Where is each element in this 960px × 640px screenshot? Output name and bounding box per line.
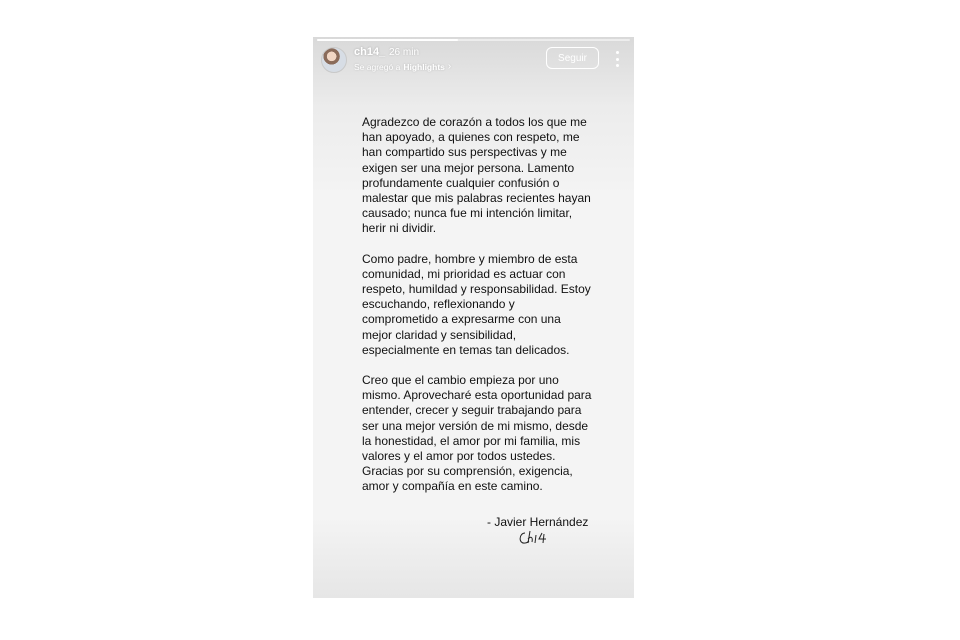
avatar[interactable] [321,47,347,73]
username[interactable]: ch14_ [354,46,386,58]
paragraph-2: Como padre, hombre y miembro de esta comunidad, mi prioridad es actuar con respeto, humildad y responsabilidad. Estoy escuchando, reflexionando y comprometido a expresarme con una mejor claridad y sensibilidad, especialmente en temas tan delicados. [362,251,591,357]
chevron-right-icon: › [447,61,452,72]
story-viewer[interactable] [313,37,634,598]
added-prefix: Se agregó a [354,62,401,72]
story-text [362,115,592,510]
handwritten-signature [517,529,557,547]
paragraph-3: Creo que el cambio empieza por uno mismo. Aprovecharé esta oportunidad para entender, crecer y seguir trabajando para ser una mejor versión de mi mismo, desde la honestidad, el amor por mi familia, mis valores y el amor por todos ustedes. Gracias por su comprensión, exigencia, amor y compañía en este camino. [362,373,592,494]
highlights-link[interactable]: Highlights [403,62,445,72]
follow-button[interactable]: Seguir [546,47,599,69]
more-vertical-icon[interactable] [613,51,621,67]
paragraph-1: Agradezco de corazón a todos los que me han apoyado, a quienes con respeto, me han compartido sus perspectivas y me exigen ser una mejor persona. Lamento profundamente cualquier confusión o malestar que mis palabras recientes hayan causado; nunca fue mi intención limitar, herir ni dividir. [362,115,591,236]
highlight-subline[interactable] [354,62,451,72]
story-progress-bar [317,39,630,41]
story-progress-fill [317,39,458,41]
post-time: 26 min [389,47,420,58]
signature-name: - Javier Hernández [487,515,589,529]
